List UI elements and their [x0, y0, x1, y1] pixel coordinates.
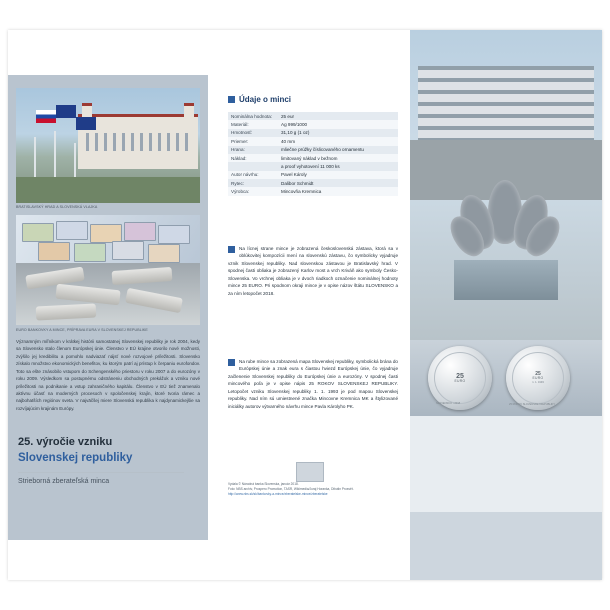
- spec-value: mliečne prúžky číslicovaného ornamentu: [281, 147, 364, 153]
- coin-reverse: [506, 346, 570, 410]
- coin-reverse-unit: EURO: [532, 376, 544, 381]
- coin-roll: [36, 303, 97, 320]
- title-block: [410, 416, 602, 512]
- spec-key: Materiál:: [231, 122, 249, 128]
- coin-reverse-date: 1. 1. 1993: [532, 380, 544, 384]
- specs-heading: [228, 95, 291, 104]
- footer-credits: [228, 482, 398, 496]
- title-divider: [18, 472, 184, 473]
- spec-key: Nominálna hodnota:: [231, 113, 273, 119]
- castle-windows: [86, 133, 190, 151]
- spec-value: Ag 999/1000: [281, 122, 308, 128]
- spec-value: Mincovňa Kremnica: [281, 189, 322, 195]
- spec-key: Hmotnosť:: [231, 130, 253, 136]
- spec-key: Hrana:: [231, 147, 245, 153]
- spec-value: Pavel Károly: [281, 172, 307, 178]
- bottom-band: [410, 512, 602, 580]
- table-row: [228, 120, 398, 128]
- spec-value: 31,10 g (1 oz): [281, 130, 310, 136]
- banknote: [148, 244, 180, 263]
- flag-eu: [56, 105, 76, 118]
- title-line-1: 25. výročie vzniku: [18, 436, 113, 448]
- footer-link[interactable]: http://www.nbs.sk/sk/bankovky-a-mince/zberatelske-mince/zberatelske: [228, 491, 328, 496]
- photo-nbs-building-fountain: [410, 30, 602, 340]
- footer-photo-credit: Foto: NBS archív, Prospero Promotion, TASR, Wikimedia/Juraj Horanka, Dibutin Prosvět.: [228, 486, 354, 491]
- paragraph-reverse: [228, 358, 398, 410]
- table-row: [228, 146, 398, 154]
- spec-value: Dalibor Schmidt: [281, 180, 314, 186]
- title-line-2: Slovenskej republiky: [18, 452, 133, 464]
- table-row: [228, 154, 398, 162]
- spec-key: Výrobca:: [231, 189, 250, 195]
- fountain-water: [454, 260, 558, 300]
- specs-heading-label: Údaje o minci: [239, 95, 292, 104]
- spec-key: Autor návrhu:: [231, 172, 259, 178]
- castle-illustration: [78, 114, 198, 169]
- spec-value: 40 mm: [281, 138, 296, 144]
- title-subtitle: Strieborná zberateľská minca: [18, 478, 110, 485]
- coin-roll: [55, 284, 120, 306]
- coin-rolls-area: [16, 263, 200, 325]
- paragraph-obverse-text: Na lícnej strane mince je zobrazená československá zástava, ktorá sa v oblúkovitej kompozícii mení na slovenskú zástavu, čo symbolicky vyjadruje vznik Slovenskej republiky. Nad slovenskou zástavou je Bratislavský hrad. V spodnej časti obliaka je zobrazený Karlov most a vrch Kriváň ako symboly Česko-Slovenska. Vo vrchnej obliaka je v dvoch riadkoch označenie nominálnej hodnoty mince 25 EURO. Pri spodnom okraji mince je v opise názov štátu SLOVENSKO a za ním letopočet 2018.: [228, 246, 398, 296]
- bullet-square-icon: [228, 246, 235, 253]
- coin-reverse-value: 25: [535, 371, 541, 378]
- coin-specs-table: [228, 112, 398, 196]
- coin-roll: [125, 288, 183, 313]
- table-row: [228, 179, 398, 187]
- spec-key: Rytec:: [231, 180, 245, 186]
- nbs-logo: [296, 462, 324, 482]
- banknote: [56, 221, 88, 240]
- banknotes-area: [16, 215, 200, 263]
- spec-key: Náklad:: [231, 155, 247, 161]
- coin-obverse-value: 25: [456, 372, 464, 380]
- flag-slovakia: [36, 110, 56, 123]
- coin-showcase: [410, 340, 602, 416]
- banknote: [112, 241, 144, 260]
- banknote: [74, 243, 106, 262]
- banknote: [124, 222, 156, 241]
- paragraph-obverse: [228, 245, 398, 297]
- footer-publisher: Vydala © Národná banka Slovenska, január 2018.: [228, 482, 299, 486]
- photo-money-caption: EURO BANKOVKY A MINCE, PRÍPRAVA EURA V SLOVENSKEJ REPUBLIKE: [16, 328, 148, 332]
- table-row: [228, 187, 398, 195]
- table-row: [228, 162, 398, 170]
- coin-obverse-unit: EURO: [454, 378, 466, 383]
- spec-value: limitovaný náklad v bežnom: [281, 155, 338, 161]
- bullet-square-icon: [228, 96, 235, 103]
- spec-key: Priemer:: [231, 138, 249, 144]
- left-body-text: Významným míľnikom v krátkej histórii samostatnej Slovenskej republiky je rok 2004, kedy sa Slovensko stalo členom Európskej únie. Členstvo v EÚ krajine otvorilo nové možnosti, zvýšilo jej kredibilitu a pomohlo nadviazať nájsť nové rozvojové príležitosti. Slovensko získalo množstvo ekonomických benefitov, ku ktorým patrí aj prístup k čerpaniu eurofondov. Toto sa ešte znásobilo vstupom do Schengenského priestoru v roku 2007 a do eurozóny v roku 2009. Výsledkom sa postupnému odstráneniu obchodných prekážok a vzniku nové príležitosti na podnikanie a vstup zahraničného kapitálu. Členstvo v EÚ tiež znamenalo aktívnu účasť na moderných procesoch v spoločenskej krajín, ktoré tvoria rámec a najbohatších regiónov sveta. V najväčšej miere Slovenská republika k najdynamickejšie sa rozvíjajúcim krajinám Európy.: [16, 339, 200, 411]
- paragraph-reverse-text: Na rube mince sa zobrazená mapa Slovenskej republiky, symbolická brána do Európskej únie a znak eura s čiastou hviezd Európskej únie, čo vyjadruje začlenenie Slovenskej republiky do Európskej únie a eurozóny. V spodnej časti mincového poľa je v opise nápis 25 ROKOV SLOVENSKEJ REPUBLIKY. Letopočet vzniku Slovenskej republiky 1. 1. 1993 je pod mapou Slovenskej republiky. Nad ním sú umiestnené značka Mincovne Kremnica MK a štylizované iniciálky autorov výtvarného návrhu mince Pavla Károlyho PK.: [228, 359, 398, 409]
- coin-obverse-legend: SLOVENSKO • 2018: [436, 402, 461, 405]
- bullet-square-icon: [228, 359, 235, 366]
- coin-obverse: [428, 346, 492, 410]
- coin-obverse-legend-ring: [428, 346, 492, 410]
- coin-reverse-legend: 25 ROKOV SLOVENSKEJ REPUBLIKY: [509, 403, 555, 406]
- banknote: [158, 225, 190, 244]
- spec-value: a proof vyhotovení 11 000 ks: [281, 163, 340, 169]
- ground: [16, 177, 200, 203]
- table-row: [228, 112, 398, 120]
- fountain-sculpture: [454, 180, 558, 300]
- table-row: [228, 171, 398, 179]
- coin-reverse-legend-ring: [506, 346, 570, 410]
- photo-flags-caption: BRATISLAVSKÝ HRAD A SLOVENSKÁ VLAJKA: [16, 205, 98, 209]
- photo-euro-money: [16, 215, 200, 325]
- banknote: [38, 242, 70, 261]
- banknote: [22, 223, 54, 242]
- photo-castle-flags: [16, 88, 200, 203]
- table-row: [228, 129, 398, 137]
- table-row: [228, 137, 398, 145]
- spec-value: 25 eur: [281, 113, 295, 119]
- spec-key: [228, 162, 278, 170]
- coin-roll: [112, 267, 173, 285]
- flag-eu-2: [76, 117, 96, 130]
- left-panel-top-white: [8, 30, 208, 75]
